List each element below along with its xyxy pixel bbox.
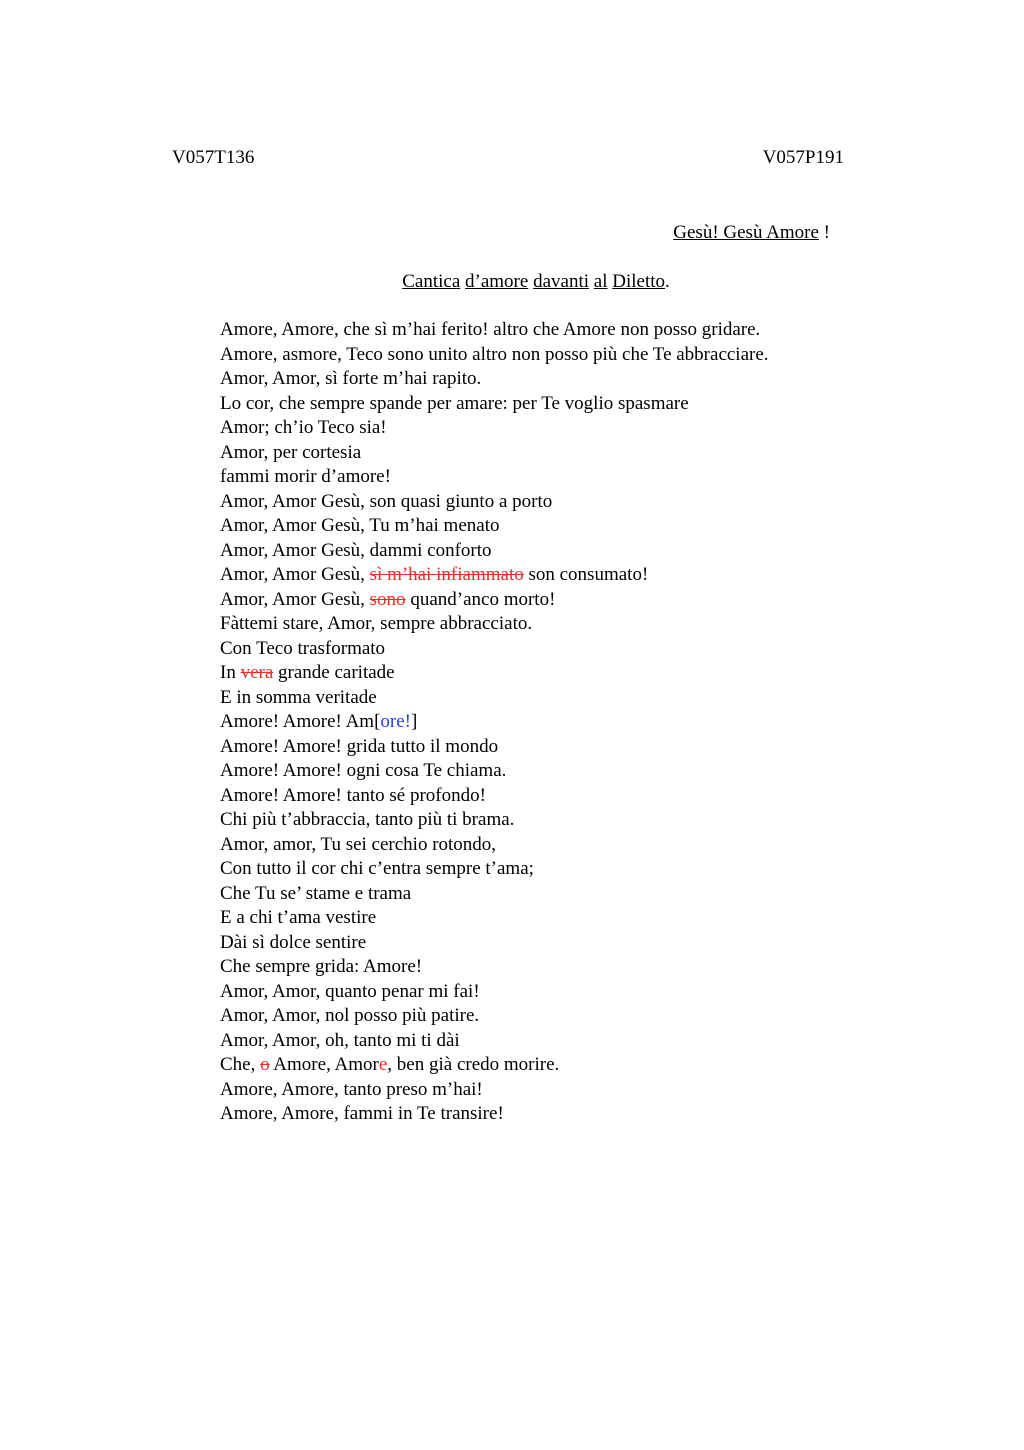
- title-word: d’amore: [465, 271, 529, 292]
- struck-deletion: vera: [240, 662, 274, 683]
- struck-deletion: sì m’hai infiammato: [369, 564, 524, 585]
- verse-line: Chi più t’abbraccia, tanto più ti brama.: [220, 809, 515, 830]
- verse-line: Dài sì dolce sentire: [220, 931, 367, 953]
- invocation-text: Gesù! Gesù Amore: [673, 222, 819, 243]
- verse-line: Amore, Amore, che sì m’hai ferito! altro che Amore non posso gridare.: [220, 319, 761, 340]
- verse-line: [220, 710, 980, 735]
- verse-line: Amor, Amor Gesù, Tu m’hai menato: [220, 515, 500, 536]
- title-word: Cantica: [402, 271, 461, 292]
- invocation-exclamation: !: [818, 222, 830, 243]
- title-word: Diletto: [612, 271, 666, 292]
- verse-line: Amor, Amor, sì forte m’hai rapito.: [220, 368, 482, 389]
- verse-line: [220, 563, 980, 588]
- document-code-left: V057T136: [172, 147, 255, 168]
- verse-line: fammi morir d’amore!: [220, 466, 391, 487]
- editorial-completion: ore!: [380, 711, 411, 732]
- verse-line: Amor, Amor, oh, tanto mi ti dài: [220, 1029, 460, 1051]
- verse-line: Lo cor, che sempre spande per amare: per Te voglio spasmare: [220, 392, 689, 414]
- verse-line: Amor, per cortesia: [220, 441, 362, 463]
- verse-text: Amore! Amore! Am[: [220, 711, 381, 732]
- verse-line: Amore! Amore! tanto sé profondo!: [220, 784, 486, 806]
- verse-line: Amore, asmore, Teco sono unito altro non posso più che Te abbracciare.: [220, 343, 769, 365]
- verse-line: Che sempre grida: Amore!: [220, 956, 423, 977]
- verse-text: son consumato!: [523, 564, 649, 585]
- poem-body: [220, 318, 980, 1127]
- verse-text: , ben già credo morire.: [387, 1054, 560, 1075]
- page-title: [0, 270, 1024, 294]
- verse-line: Amore, Amore, tanto preso m’hai!: [220, 1078, 483, 1100]
- verse-line: Amor, Amor, nol posso più patire.: [220, 1005, 480, 1026]
- struck-deletion: sono: [369, 588, 406, 610]
- struck-deletion: o: [260, 1054, 270, 1075]
- verse-line: [220, 588, 980, 613]
- verse-line: Amore, Amore, fammi in Te transire!: [220, 1103, 504, 1124]
- verse-text: Amor, Amor Gesù,: [220, 564, 370, 585]
- verse-text: quand’anco morto!: [405, 588, 556, 610]
- verse-text: Amor, Amor Gesù,: [220, 588, 370, 610]
- verse-text: In: [220, 662, 241, 683]
- verse-line: [220, 661, 980, 686]
- verse-line: Amore! Amore! ogni cosa Te chiama.: [220, 760, 507, 781]
- verse-line: E a chi t’ama vestire: [220, 907, 377, 928]
- verse-line: Amor, Amor Gesù, son quasi giunto a porto: [220, 490, 553, 512]
- verse-line: Che Tu se’ stame e trama: [220, 882, 412, 904]
- verse-text: grande caritade: [273, 662, 395, 683]
- verse-line: Amore! Amore! grida tutto il mondo: [220, 735, 499, 757]
- verse-line: Amor; ch’io Teco sia!: [220, 417, 387, 438]
- document-code-right: V057P191: [762, 147, 844, 168]
- verse-text: Che,: [220, 1054, 261, 1075]
- title-word: davanti: [533, 271, 590, 292]
- title-word: al: [593, 271, 608, 292]
- inserted-letter: e: [378, 1054, 388, 1075]
- invocation-heading: [673, 221, 830, 245]
- verse-line: Amor, amor, Tu sei cerchio rotondo,: [220, 833, 497, 855]
- verse-line: Con Teco trasformato: [220, 637, 386, 659]
- verse-line: Amor, Amor, quanto penar mi fai!: [220, 980, 480, 1002]
- title-period: .: [665, 271, 670, 292]
- verse-line: Con tutto il cor chi c’entra sempre t’ama;: [220, 858, 534, 879]
- verse-line: Amor, Amor Gesù, dammi conforto: [220, 539, 492, 561]
- verse-text: ]: [411, 711, 418, 732]
- verse-text: Amore, Amor: [269, 1054, 379, 1075]
- verse-line: [220, 1053, 980, 1078]
- verse-line: E in somma veritade: [220, 686, 377, 708]
- verse-line: Fàttemi stare, Amor, sempre abbracciato.: [220, 613, 533, 634]
